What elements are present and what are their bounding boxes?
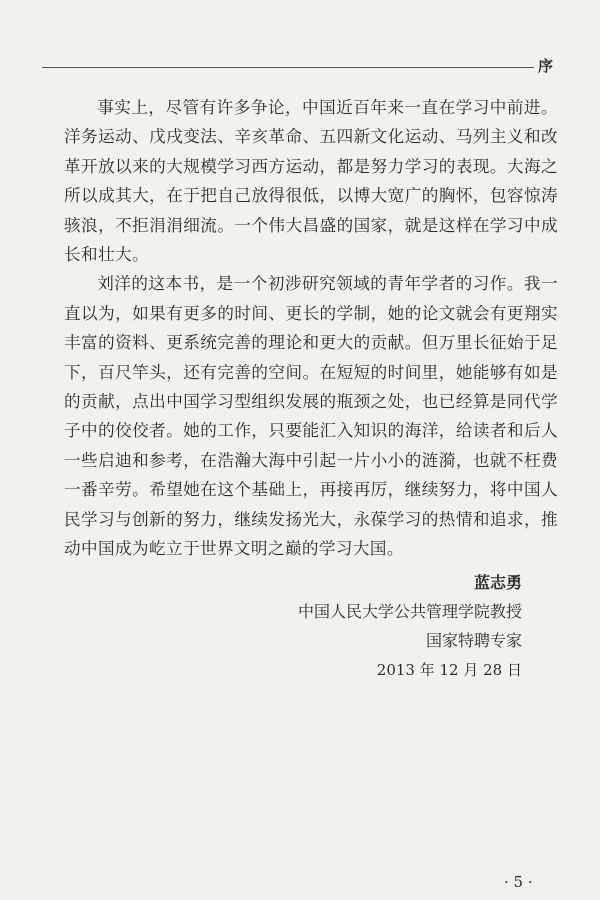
paragraph-1: 事实上，尽管有许多争论，中国近百年来一直在学习中前进。洋务运动、戊戌变法、辛亥革命、五四新文化运动、马列主义和改革开放以来的大规模学习西方运动，都是努力学习的表现。大海之所以成其大，在于把自己放得很低，以博大宽广的胸怀，包容惊涛骇浪，不拒涓涓细流。一个伟大昌盛的国家，就是这样在学习中成长和壮大。 — [64, 98, 558, 265]
body-text — [64, 93, 558, 564]
signature-name: 蓝志勇 — [473, 573, 522, 592]
page-number: · 5 · — [504, 873, 533, 891]
header-rule — [42, 67, 534, 68]
signature-title-line2: 国家特聘专家 — [425, 631, 522, 650]
section-title: 序 — [538, 57, 554, 75]
signature-title-line1: 中国人民大学公共管理学院教授 — [297, 602, 522, 621]
signature-date: 2013 年 12 月 28 日 — [376, 661, 522, 679]
paragraph-2: 刘洋的这本书，是一个初涉研究领域的青年学者的习作。我一直以为，如果有更多的时间、更长的学制，她的论文就会有更翔实丰富的资料、更系统完善的理论和更大的贡献。但万里长征始于足下，百尺竿头，还有完善的空间。在短短的时间里，她能够有如是的贡献，点出中国学习型组织发展的瓶颈之处，也已经算是同代学子中的佼佼者。她的工作，只要能汇入知识的海洋，给读者和后人一些启迪和参考，在浩瀚大海中引起一片小小的涟漪，也就不枉费一番辛劳。希望她在这个基础上，再接再厉，继续努力，将中国人民学习与创新的努力，继续发扬光大，永葆学习的热情和追求，推动中国成为屹立于世界文明之巅的学习大国。 — [64, 274, 558, 559]
